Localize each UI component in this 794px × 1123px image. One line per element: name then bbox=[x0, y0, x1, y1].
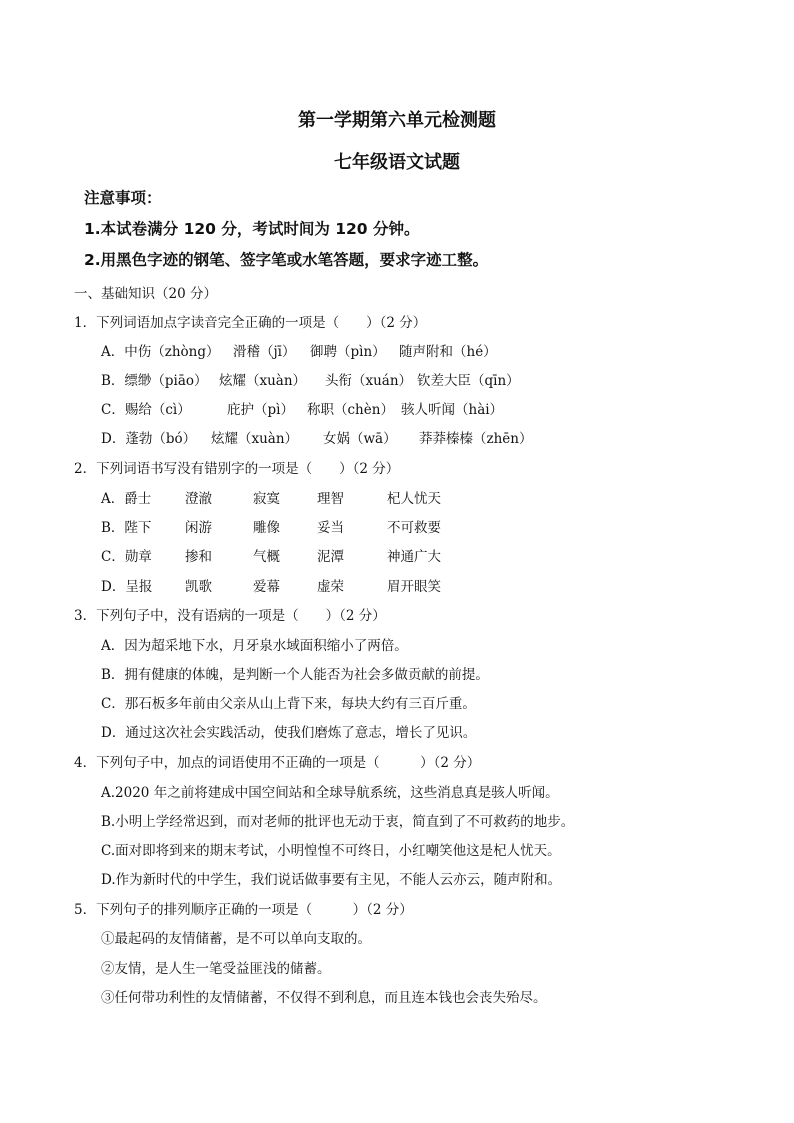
option-d-word-3: 爱幕 bbox=[253, 579, 280, 595]
question-stem: 3．下列句子中，没有语病的一项是（ ）（2 分） bbox=[74, 608, 386, 624]
exam-title: 第一学期第六单元检测题 bbox=[298, 110, 496, 131]
option-b-word-3: 雕像 bbox=[253, 520, 280, 536]
question-stem: 5．下列句子的排列顺序正确的一项是（ ）（2 分） bbox=[74, 902, 413, 918]
option-c-word-1: C．勋章 bbox=[101, 549, 152, 565]
option-b-word-4: 钦差大臣（qīn） bbox=[417, 373, 520, 389]
option-b-word-1: B．缥缈（piāo） bbox=[101, 373, 208, 389]
option-c-word-1: C．赐给（cì） bbox=[101, 402, 191, 418]
section-heading: 一、基础知识（20 分） bbox=[74, 286, 217, 302]
option-c-word-5: 神通广大 bbox=[387, 549, 441, 565]
option-a-word-4: 随声附和（hé） bbox=[399, 344, 497, 360]
question-stem: 1．下列词语加点字读音完全正确的一项是（ ）（2 分） bbox=[74, 315, 427, 331]
question-stem: 2．下列词语书写没有错别字的一项是（ ）（2 分） bbox=[74, 461, 400, 477]
option-a: A．因为超采地下水，月牙泉水域面积缩小了两倍。 bbox=[101, 638, 408, 654]
exam-subtitle: 七年级语文试题 bbox=[334, 152, 460, 173]
option-b: B．拥有健康的体魄，是判断一个人能否为社会多做贡献的前提。 bbox=[101, 667, 489, 683]
option-a-word-3: 御聘（pìn） bbox=[310, 344, 386, 360]
option-d-word-1: D．呈报 bbox=[101, 579, 153, 595]
option-a-word-2: 澄澈 bbox=[185, 491, 212, 507]
option-b-word-2: 炫耀（xuàn） bbox=[219, 373, 307, 389]
notice-heading: 注意事项： bbox=[84, 189, 162, 207]
option-c-word-3: 气概 bbox=[253, 549, 280, 565]
option-d-word-4: 莽莽榛榛（zhēn） bbox=[419, 431, 533, 447]
option-d: D.作为新时代的中学生，我们说话做事要有主见，不能人云亦云，随声附和。 bbox=[101, 872, 562, 888]
option-d: D．通过这次社会实践活动，使我们磨炼了意志，增长了见识。 bbox=[101, 725, 477, 741]
option-c-word-3: 称职（chèn） bbox=[307, 402, 394, 418]
sentence-item: ③任何带功利性的友情储蓄，不仅得不到利息，而且连本钱也会丧失殆尽。 bbox=[101, 990, 547, 1006]
option-d-word-4: 虚荣 bbox=[317, 579, 344, 595]
option-a-word-1: A．中伤（zhòng） bbox=[101, 344, 220, 360]
option-a-word-4: 理智 bbox=[317, 491, 344, 507]
sentence-item: ②友情，是人生一笔受益匪浅的储蓄。 bbox=[101, 961, 331, 977]
option-d-word-5: 眉开眼笑 bbox=[387, 579, 441, 595]
option-c: C.面对即将到来的期末考试，小明惶惶不可终日，小红嘲笑他这是杞人忧天。 bbox=[101, 843, 561, 859]
notice-item: 1.本试卷满分 120 分，考试时间为 120 分钟。 bbox=[84, 220, 420, 238]
notice-item: 2.用黑色字迹的钢笔、签字笔或水笔答题，要求字迹工整。 bbox=[84, 251, 489, 269]
option-c-word-4: 泥潭 bbox=[317, 549, 344, 565]
option-c-word-4: 骇人听闻（hài） bbox=[401, 402, 504, 418]
option-d-word-2: 炫耀（xuàn） bbox=[211, 431, 299, 447]
sentence-item: ①最起码的友情储蓄，是不可以单向支取的。 bbox=[101, 931, 371, 947]
option-c-word-2: 掺和 bbox=[185, 549, 212, 565]
option-d-word-1: D．蓬勃（bó） bbox=[101, 431, 197, 447]
option-d-word-3: 女娲（wā） bbox=[323, 431, 397, 447]
option-a-word-1: A．爵士 bbox=[101, 491, 152, 507]
option-b-word-5: 不可救要 bbox=[387, 520, 441, 536]
option-b: B.小明上学经常迟到，而对老师的批评也无动于衷，简直到了不可救药的地步。 bbox=[101, 814, 575, 830]
option-b-word-2: 闲游 bbox=[185, 520, 212, 536]
option-a: A.2020 年之前将建成中国空间站和全球导航系统，这些消息真是骇人听闻。 bbox=[101, 785, 559, 801]
option-a-word-2: 滑稽（jī） bbox=[233, 344, 296, 360]
option-a-word-3: 寂寞 bbox=[253, 491, 280, 507]
option-b-word-3: 头衔（xuán） bbox=[325, 373, 413, 389]
option-c-word-2: 庇护（pì） bbox=[227, 402, 294, 418]
question-stem: 4．下列句子中，加点的词语使用不正确的一项是（ ）（2 分） bbox=[74, 755, 481, 771]
option-c: C．那石板多年前由父亲从山上背下来，每块大约有三百斤重。 bbox=[101, 696, 476, 712]
option-d-word-2: 凯歌 bbox=[185, 579, 212, 595]
option-b-word-1: B．陛下 bbox=[101, 520, 152, 536]
option-b-word-4: 妥当 bbox=[317, 520, 344, 536]
option-a-word-5: 杞人忧天 bbox=[387, 491, 441, 507]
